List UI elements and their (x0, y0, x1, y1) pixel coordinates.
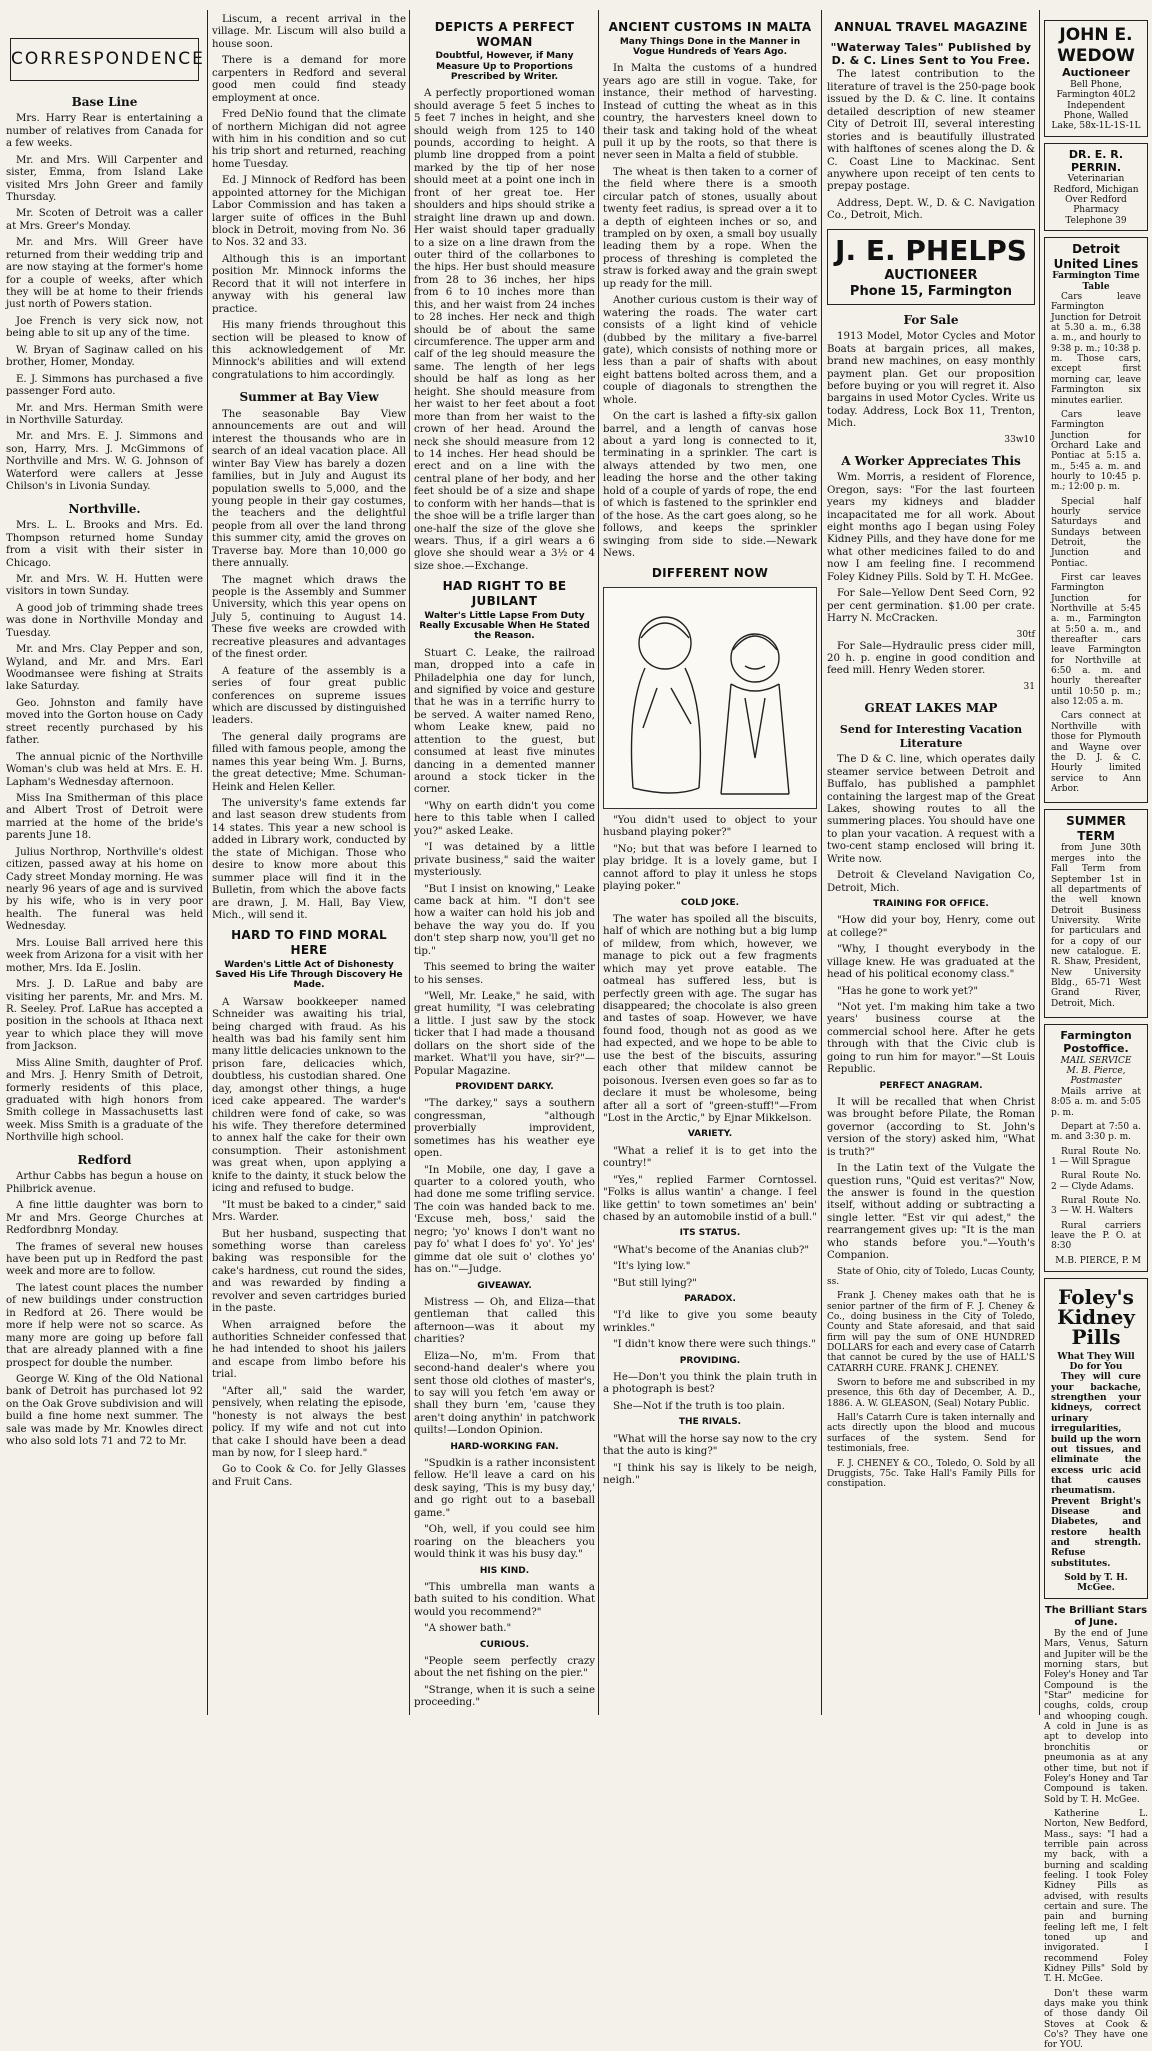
jubilant-heading: HAD RIGHT TO BE JUBILANT (442, 579, 567, 608)
worker-heading: A Worker Appreciates This (841, 453, 1021, 468)
providing-article (603, 1372, 817, 1413)
travel-article (827, 69, 1035, 222)
paragraph: This seemed to bring the waiter to his senses. (414, 962, 595, 986)
paradox-heading: PARADOX. (684, 1294, 736, 1305)
paragraph: "Well, Mr. Leake," he said, with great humility, "I was celebrating a little. I just saw by the stock ticker that I had made a thousand dollars on the short side of the market. What'll you have, sir?"—Popular Magazine. (414, 991, 595, 1077)
northville-heading: Northville. (68, 501, 141, 516)
paragraph: Mr. Scoten of Detroit was a caller at Mrs. Greer's Monday. (6, 208, 203, 232)
cartoon-illustration (603, 587, 817, 809)
kind-heading: HIS KIND. (479, 1565, 530, 1576)
paragraph: Depart at 7:50 a. m. and 3:30 p. m. (1051, 1121, 1141, 1143)
paragraph: By the end of June Mars, Venus, Saturn and Jupiter will be the morning stars, but Foley's Honey and Tar Compound is the "Star" medicine for coughs, colds, croup and whooping cough. A cold in June is as apt to develop into bronchitis or pneumonia as at any other time, but not if Foley's Honey and Tar Compound is taken. Sold by T. H. McGee. (1044, 1629, 1148, 1805)
lakes-article (827, 754, 1035, 895)
moral-article (212, 997, 406, 1490)
paragraph: A perfectly proportioned woman should average 5 feet 5 inches to 5 feet 7 inches in height, and she should weigh from 125 to 140 pounds, according to height. A plumb line dropped from a point marked by the tip of her nose should meet at a point one inch in front of her great toe. Her shoulders and hips should strike a straight line drawn up and down. Her waist should taper gradually to a size on a line drawn from the outer third of the collarbones to the hips. Her bust should measure from 28 to 36 inches, her hips from 6 to 10 inches more than this, and her waist from 24 inches to 28 inches. Her neck and thigh should be of about the same circumference. The upper arm and calf of the leg should measure the same. The length of her legs should be half as long as her height. She should measure from her waist to her feet about a foot more than from her waist to the crown of her head. Around the neck she should measure from 12 to 14 inches. Her head should be erect and on a line with the central plane of her body, and her feet should be of a size and shape to conform with her hands—that is the shoe will be a trifle larger than one-half the size of the glove she wears. Thus, if a girl wears a 6 glove she should wear a 3½ or 4 size shoe.—Exchange. (414, 88, 595, 572)
column-two (212, 14, 406, 1713)
paragraph: "It's lying low." (613, 1261, 691, 1273)
woman-subheading: Doubtful, However, if Many Measure Up to Proportions Prescribed by Writer. (435, 51, 574, 82)
paragraph: Mr. and Mrs. W. H. Hutten were visitors in town Sunday. (6, 573, 203, 598)
paragraph: Julius Northrop, Northville's oldest citizen, passed away at his home on Cady street Monday morning. He was nearly 96 years of age and is survived by his wife, who is in very poor health. The funeral was held Wednesday. (6, 846, 203, 933)
paragraph: Cars leave Farmington Junction for Detroit at 5.30 a. m., 6.38 a. m., and hourly to 9:38 p. m.; 10:38 p. m. Those cars, except first morning car, leave Farmington six minutes earlier. (1051, 292, 1141, 406)
paragraph: A good job of trimming shade trees was done in Northville Monday and Tuesday. (6, 602, 203, 639)
foley-sold: Sold by T. H. McGee. (1064, 1572, 1128, 1594)
anagram-heading: PERFECT ANAGRAM. (879, 1080, 983, 1091)
kind-article (414, 1582, 595, 1636)
summer-term-ad (1044, 809, 1148, 1018)
paragraph: His many friends throughout this section will be pleased to know of this acknowledgement of Mr. Minnock's abilities and will extend congratulations to him accordingly. (212, 320, 406, 381)
curious-article (414, 1656, 595, 1710)
paragraph: The magnet which draws the people is the Assembly and Summer University, which this year opens on July 5, continuing to August 14. These five weeks are crowded with recreative pleasures and advantages of the finest order. (212, 574, 406, 661)
paragraph: "Why, I thought everybody in the village knew. He was graduated at the head of his political economy class." (827, 944, 1035, 981)
paragraph: A feature of the assembly is a series of four great public conferences on supreme issues which are discussed by distinguished leaders. (212, 665, 406, 727)
paragraph: Liscum, a recent arrival in the village. Mr. Liscum will also build a house soon. (212, 14, 406, 50)
paragraph: A Warsaw bookkeeper named Schneider was awaiting his trial, being charged with fraud. As his health was bad his family sent him many little delicacies unknown to the prison fare, delicacies which, doubtless, his custodian shared. One day, amongst other things, a huge iced cake appeared. The warder's children were fond of cake, so was his wife. They therefore determined to annex half the cake for their own consumption. Their astonishment was great when, upon applying a knife to the dainty, it stuck below the icing and refused to budge. (212, 996, 406, 1195)
paragraph: "Oh, well, if you could see him roaring on the bleachers you would think it was his busy day." (414, 1524, 595, 1561)
paragraph: "A shower bath." (424, 1623, 512, 1635)
column-rule (1039, 10, 1040, 1715)
paragraph: W. Bryan of Saginaw called on his brother, Homer, Monday. (6, 344, 203, 369)
dul-schedule (1051, 292, 1141, 794)
paragraph: Joe French is very sick now, not being able to sit up any of the time. (6, 315, 203, 340)
paragraph: F. J. CHENEY & CO., Toledo, O. Sold by all Druggists, 75c. Take Hall's Family Pills for constipation. (827, 1458, 1035, 1490)
for-sale-heading: For Sale (903, 312, 959, 327)
paragraph: "Not yet. I'm making him take a two years' business course at the commercial school here. After he gets through with that the Civic club is going to run him for mayor."—St Louis Republic. (827, 1002, 1035, 1076)
postoffice-times (1051, 1087, 1141, 1252)
column-rule (598, 10, 599, 1715)
paragraph: But her husband, suspecting that something worse than careless baking was responsible for the cake's hardness, cut round the sides, and was rewarded by finding a revolver and seven cartridges buried in the paste. (212, 1228, 406, 1315)
status-article (603, 1245, 817, 1290)
paragraph: "What's become of the Ananias club?" (613, 1244, 810, 1256)
paragraph: Rural Route No. 2 — Clyde Adams. (1051, 1171, 1141, 1192)
base-line-heading: Base Line (71, 94, 138, 109)
rivals-heading: THE RIVALS. (678, 1417, 742, 1428)
paragraph: Mr. and Mrs. Will Greer have returned from their wedding trip and are now staying at the former's home for a couple of weeks, after which they will be at home to their friends just north of Powers station. (6, 237, 203, 311)
paragraph: On the cart is lashed a fifty-six gallon barrel, and a length of canvas hose about a yard long is connected to it, terminating in a sprinkler. The cart is always attended by two men, one leading the horse and the other taking hold of a couple of yards of rope, the end of which is fastened to the sprinkler end of the hose. As the cart goes along, so he follows, and keeps the sprinkler swinging from side to side.—Newark News. (603, 411, 817, 559)
jubilant-subheading: Walter's Little Lapse From Duty Really Excusable When He Stated the Reason. (419, 610, 590, 642)
paragraph: Arthur Cabbs has begun a house on Philbrick avenue. (6, 1171, 203, 1195)
variety-article (603, 1146, 817, 1225)
paragraph: "But I insist on knowing," Leake came back at him. "I don't see how a waiter can hold his job and behave the way you do. If you don't step sharp now, you'll get no tip." (414, 883, 595, 957)
paragraph: It will be recalled that when Christ was brought before Pilate, the Roman governor (according to St. John's version of the story) asked him, "What is truth?" (827, 1096, 1035, 1158)
paragraph: There is a demand for more carpenters in Redford and several good men could find steady employment at once. (212, 55, 406, 104)
darky-article (414, 1098, 595, 1276)
cheney-notice (827, 1267, 1035, 1490)
woman-heading: DEPICTS A PERFECT WOMAN (434, 20, 575, 49)
postoffice-master: M. B. Pierce, Postmaster (1066, 1066, 1126, 1087)
paragraph: Mr. and Mrs. Clay Pepper and son, Wyland, and Mr. and Mrs. Earl Woodmansee were fishing at Straits lake Saturday. (6, 644, 203, 693)
paragraph: The water has spoiled all the biscuits, half of which are nothing but a big lump of mildew, from which, however, we manage to pick out a few fragments which may yet prove eatable. The oatmeal has suffered less, but is perfectly green with age. The sugar has disappeared; the chocolate is also green and tastes of soap. However, we have found food, though not as good as we had expected, and we hope to be able to use the best of the biscuits, assuring each other that mildew cannot be poisonous. Iversen even goes so far as to declare it must be wholesome, being after all a sort of "green-stuff!"—From "Lost in the Arctic," by Ejnar Mikkelson. (603, 913, 817, 1124)
summer-term-text: from June 30th merges into the Fall Term from September 1st in all departments of the well known Detroit Business University. Write for particulars and for a copy of our new catalogue. E. R. Shaw, President, New University Bldg., 65-71 West Grand River, Detroit, Mich. (1051, 843, 1141, 1009)
office-article (827, 915, 1035, 1076)
phelps-role: AUCTIONEER (884, 267, 978, 283)
perrin-name: DR. E. R. PERRIN. (1068, 147, 1124, 174)
column-correspondence (6, 14, 203, 1713)
phelps-phone: Phone 15, Farmington (849, 283, 1013, 299)
moral-subheading: Warden's Little Act of Dishonesty Saved His Life Through Discovery He Made. (215, 959, 403, 991)
paragraph: Cars connect at Northville with those for Plymouth and Wayne over the D. J. & C. Hourly limited service to Ann Arbor. (1051, 711, 1141, 794)
paragraph: Mrs. Harry Rear is entertaining a number of relatives from Canada for a few weeks. (6, 113, 203, 150)
paragraph: The seasonable Bay View announcements are out and will interest the thousands who are in search of an ideal vacation place. All winter Bay View has barely a dozen families, but in July and August its population swells to 5,000, and the young people in their gay costumes, the teachers and the delightful people from all over the land throng this summer city, amid the groves on Traverse bay. More than 10,000 go there annually. (212, 408, 406, 570)
paragraph: Miss Aline Smith, daughter of Prof. and Mrs. J. Henry Smith of Detroit, formerly residents of this place, graduated with high honors from Smith college in Massachusetts last week. Miss Smith is a graduate of the Northville high school. (6, 1057, 203, 1144)
paragraph: The wheat is then taken to a corner of the field where there is a smooth circular patch of stones, usually about twenty feet radius, is spread over a it to a depth of eighteen inches or so, and trampled on by oxen, a small boy usually leading them by a rope. When the process of threshing is completed the straw is forked away and the grain swept up ready for the mill. (603, 166, 817, 290)
paragraph: The general daily programs are filled with famous people, among the names this year being Wm. J. Burns, the great detective; Mme. Schuman-Heink and Helen Keller. (212, 731, 406, 793)
paragraph: Katherine L. Norton, New Bedford, Mass., says: "I had a terrible pain across my back, with a burning and scalding feeling. I took Foley Kidney Pills as advised, with results certain and sure. The pain and burning feeling left me, I felt toned up and invigorated. I recommend Foley Kidney Pills" Sold by T. H. McGee. (1044, 1808, 1148, 1985)
foley-text: They will cure your backache, strengthen your kidneys, correct urinary irregularities, build up the worn out tissues, and eliminate the excess uric acid that causes rheumatism. Prevent Bright's Disease and Diabetes, and restore health and strength. Refuse substitutes. (1051, 1372, 1141, 1569)
paragraph: Eliza—No, m'm. From that second-hand dealer's where you sent those old clothes of master's, to say will you fetch 'em away or shall they burn 'em, 'cause they aren't doing anythin' in patchwork quilts!—London Opinion. (414, 1350, 595, 1437)
paradox-article (603, 1310, 817, 1351)
fan-heading: HARD-WORKING FAN. (450, 1441, 559, 1452)
malta-article (603, 63, 817, 560)
paragraph: Mr. and Mrs. Will Carpenter and sister, Emma, from Island Lake visited Mrs John Greer and family Thursday. (6, 154, 203, 203)
paragraph: "Why on earth didn't you come here to this table when I called you?" asked Leake. (414, 800, 595, 837)
paragraph: "In Mobile, one day, I gave a quarter to a colored youth, who had done me some trifling service. The coin was handed back to me. 'Excuse meh, boss,' said the negro; 'yo' knows I don't want no pay fo' what I does fo' yo'. Yo' jes' gimme dat ole suit o' clothes yo' has on.'"—Judge. (414, 1164, 595, 1276)
paragraph: "Spudkin is a rather inconsistent fellow. He'll leave a card on his desk saying, 'This is my busy day,' and go right out to a baseball game." (414, 1458, 595, 1519)
paragraph: The D & C. line, which operates daily steamer service between Detroit and Buffalo, has published a pamphlet containing the largest map of the Great Lakes, showing routes to all the summering places. You should have one to plan your vacation. A request with a two-cent stamp enclosed will bring it. Write now. (827, 754, 1035, 865)
redford-items (6, 1171, 203, 1448)
paragraph: "Strange, when it is such a seine proceeding." (414, 1684, 595, 1709)
phelps-name: J. E. PHELPS (835, 233, 1027, 267)
lakes-heading: GREAT LAKES MAP (864, 700, 998, 715)
perrin-location-two: Over Redford Pharmacy (1065, 195, 1127, 216)
redford-heading: Redford (77, 1152, 132, 1167)
fan-article (414, 1458, 595, 1562)
column-rule (821, 10, 822, 1715)
perrin-ad (1044, 143, 1148, 232)
paragraph: The frames of several new houses have been put up in Redford the past week and more are to follow. (6, 1241, 203, 1278)
variety-heading: VARIETY. (687, 1129, 733, 1140)
paragraph: Don't these warm days make you think of those dandy Oil Stoves at Cook & Co's? They have one for YOU. (1044, 1988, 1148, 2051)
foley-subheading: What They Will Do for You (1057, 1351, 1135, 1373)
northville-items (6, 520, 203, 1145)
paragraph: Address, Dept. W., D. & C. Navigation Co., Detroit, Mich. (827, 197, 1035, 222)
postoffice-signature: M.B. PIERCE, P. M (1055, 1255, 1141, 1266)
paragraph: "No; but that was before I learned to play bridge. It is a lovely game, but I cannot afford to play it unless he stops playing poker." (603, 843, 817, 893)
jubilant-article (414, 648, 595, 1078)
paragraph: Mrs. J. D. LaRue and baby are visiting her parents, Mr. and Mrs. M. R. Seeley. Prof. LaRue has accepted a position in the schools at Ithaca next year to which place they will move from Jackson. (6, 979, 203, 1053)
dul-subheading: Farmington Time Table (1052, 271, 1140, 292)
foley-ad (1044, 1278, 1148, 1599)
paragraph: "I think his say is likely to be neigh, neigh." (603, 1462, 817, 1486)
paragraph: "What will the horse say now to the cry that the auto is king?" (603, 1433, 817, 1458)
paragraph: "I was detained by a little private business," said the waiter mysteriously. (414, 842, 595, 879)
paragraph: Frank J. Cheney makes oath that he is senior partner of the firm of F. J. Cheney & Co., doing business in the City of Toledo, County and State aforesaid, and that said firm will pay the sum of ONE HUNDRED DOLLARS for each and every case of Catarrh that cannot be cured by the use of HALL'S CATARRH CURE. FRANK J. CHENEY. (827, 1291, 1035, 1374)
paragraph: Special half hourly service Saturdays and Sundays between Detroit, the Junction and Pontiac. (1051, 496, 1141, 569)
summer-term-heading: SUMMER TERM (1066, 814, 1126, 843)
paragraph: Mrs. L. L. Brooks and Mrs. Ed. Thompson returned home Sunday from a visit with their sister in Chicago. (6, 520, 203, 569)
foley-title: Foley's Kidney Pills (1057, 1284, 1135, 1350)
moral-heading: HARD TO FIND MORAL HERE (231, 928, 387, 957)
postoffice-heading: Farmington Postoffice. (1060, 1028, 1132, 1056)
lakes-subheading: Send for Interesting Vacation Literature (839, 723, 1023, 750)
paragraph: Mails arrive at 8:05 a. m. and 5:05 p. m. (1051, 1086, 1141, 1118)
postoffice-subheading: MAIL SERVICE (1060, 1055, 1132, 1066)
cartoon-drawing-icon (604, 588, 816, 808)
perrin-role: Veterinarian (1067, 174, 1125, 185)
office-heading: TRAINING FOR OFFICE. (873, 899, 989, 910)
paragraph: The latest count places the number of new buildings under construction in Redford at 26. There would be more if help were not so scarce. As many more are going up before fall that are already planned with a fine prospect for double the number. (6, 1282, 203, 1369)
paragraph: In the Latin text of the Vulgate the question runs, "Quid est veritas?" Now, the answer is found in the question itself, without adding or subtracting a single letter. "Est vir qui adest," the rearrangement gives up: "It is the man who stands before you."—Youth's Companion. (827, 1163, 1035, 1262)
paragraph: "I didn't know there were such things." (613, 1339, 816, 1351)
paragraph: Although this is an important position Mr. Minnock informs the Record that it will not interfere in anyway with his general law practice. (212, 253, 406, 315)
paragraph: Fred DeNio found that the climate of northern Michigan did not agree with him in his condition and so cut his trip short and returned, reaching home Tuesday. (212, 109, 406, 170)
paragraph: State of Ohio, city of Toledo, Lucas County, ss. (827, 1266, 1035, 1287)
cider-ad: For Sale—Hydraulic press cider mill, 20 h. p. engine in good condition and feed mill. Henry Weden storer. (827, 640, 1035, 677)
cartoon-heading: DIFFERENT NOW (651, 566, 769, 581)
malta-heading: ANCIENT CUSTOMS IN MALTA (608, 20, 812, 34)
corn-code: 30tf (1016, 629, 1035, 640)
correspondence-banner: CORRESPONDENCE (10, 38, 199, 81)
paragraph: The university's fame extends far and last season drew students from 14 states. This year a new school is added in Library work, conducted by the state of Michigan. Those who desire to know more about this summer place will find it in the Bulletin, from which the above facts are drawn, J. M. Hall, Bay View, Mich., will send it. (212, 798, 406, 921)
paragraph: Mr. and Mrs. E. J. Simmons and son, Harry, Mrs. J. McGimmons of Northville and Mrs. W. G. Johnson of Waterford were callers at Jesse Chilson's in Livonia Sunday. (6, 431, 203, 493)
paragraph: "But still lying?" (613, 1277, 697, 1289)
corn-ad: For Sale—Yellow Dent Seed Corn, 92 per cent germination. $1.00 per crate. Harry N. McCracken. (827, 588, 1035, 625)
column-rule (207, 10, 208, 1715)
dul-timetable (1044, 237, 1148, 803)
woman-article (414, 88, 595, 573)
wedow-ad (1044, 20, 1148, 137)
rivals-article (603, 1434, 817, 1488)
paragraph: George W. King of the Old National bank of Detroit has purchased lot 92 on the Oak Grove subdivision and will build a fine home next summer. The sale was made by Mr. Knowles direct who also sold lots 71 and 72 to Mr. (6, 1373, 203, 1448)
paragraph: Detroit & Cleveland Navigation Co, Detroit, Mich. (827, 870, 1035, 894)
paragraph: "It must be baked to a cinder," said Mrs. Warder. (212, 1199, 406, 1224)
paragraph: Rural Route No. 3 — W. H. Walters (1051, 1195, 1141, 1217)
cold-heading: COLD JOKE. (680, 897, 740, 908)
curious-heading: CURIOUS. (479, 1639, 530, 1650)
travel-heading: ANNUAL TRAVEL MAGAZINE (834, 20, 1028, 34)
bay-view-article (212, 409, 406, 923)
providing-heading: PROVIDING. (679, 1355, 741, 1366)
paragraph: "After all," said the warder, pensively, when relating the episode, "honesty is not always the best policy. If my wife and not cut into that cake I should have been a dead man by now, for I sleep hard." (212, 1385, 406, 1459)
phelps-ad (827, 229, 1035, 305)
giveaway-article (414, 1297, 595, 1438)
paragraph: The latest contribution to the literature of travel is the 250-page book issued by the D. & C. line. It contains detailed description of new steamer City of Detroit III, several interesting stories and is beautifully illustrated with halftones of scenes along the D. & C. Coast Line to Mackinac. Sent anywhere upon receipt of ten cents to prepay postage. (827, 69, 1035, 193)
paragraph: E. J. Simmons has purchased a five passenger Ford auto. (6, 373, 203, 398)
paragraph: "You didn't used to object to your husband playing poker?" (603, 815, 817, 839)
dul-heading: Detroit United Lines (1053, 242, 1139, 271)
paragraph: Mistress — Oh, and Eliza—that gentleman that called this afternoon—was it about my charities? (414, 1296, 595, 1346)
darky-heading: PROVIDENT DARKY. (455, 1082, 554, 1093)
status-heading: ITS STATUS. (679, 1228, 741, 1239)
travel-subheading: "Waterway Tales" Published by D. & C. Lines Sent to You Free. (830, 40, 1032, 68)
paragraph: Mr. and Mrs. Herman Smith were in Northville Saturday. (6, 402, 203, 426)
paragraph: Geo. Johnston and family have moved into the Gorton house on Cady street recently purchased by his father. (6, 697, 203, 747)
paragraph: "What a relief it is to get into the country!" (603, 1145, 817, 1170)
perrin-phone: Telephone 39 (1065, 215, 1127, 226)
paragraph: Sworn to before me and subscribed in my presence, this 6th day of December, A. D., 1886. A. W. GLEASON, (Seal) Notary Public. (827, 1378, 1035, 1409)
paragraph: Mrs. Louise Ball arrived here this week from Arizona for a visit with her mother, Mrs. Ida E. Joslin. (6, 937, 203, 974)
perrin-location: Redford, Michigan (1053, 184, 1139, 195)
for-sale-text: 1913 Model, Motor Cycles and Motor Boats at bargain prices, all makes, brand new machines, on easy monthly payment plan. Get our proposition before buying or you will regret it. Also bargains in used Motor Cycles. Write us today. Address, Lock Box 11, Trenton, Mich. (827, 331, 1035, 430)
paragraph: Ed. J Minnock of Redford has been appointed attorney for the Michigan Labor Commission and has taken a larger suite of offices in the Buhl block in Detroit, moving from No. 36 to Nos. 32 and 33. (212, 175, 406, 249)
cartoon-caption (603, 815, 817, 894)
anagram-article (827, 1097, 1035, 1263)
malta-subheading: Many Things Done in the Manner in Vogue Hundreds of Years Ago. (619, 36, 801, 57)
worker-text: Wm. Morris, a resident of Florence, Oregon, says: "For the last fourteen years my kidneys and bladder incapacitated me for all work. About eight months ago I began using Foley Kidney Pills, and they have done for me what other medicines failed to do and now I am feeling fine. I recommend Foley Kidney Pills. Sold by T. H. McGee. (827, 472, 1035, 583)
paragraph: Another curious custom is their way of watering the roads. The water cart consists of a light kind of vehicle (dubbed by the military a five-barrel gate), which consists of nothing more or less than a pair of shafts with about eight battens bolted across them, and a couple of diagonals to strengthen the whole. (603, 295, 817, 406)
paragraph: When arraigned before the authorities Schneider confessed that he had intended to shoot his jailers and escape from limbo before his trial. (212, 1319, 406, 1381)
paragraph: Hall's Catarrh Cure is taken internally and acts directly upon the blood and mucous surfaces of the system. Send for testimonials, free. (827, 1413, 1035, 1455)
base-line-items (6, 113, 203, 493)
paragraph: Rural carriers leave the P. O. at 8:30 (1051, 1220, 1141, 1252)
paragraph: She—Not if the truth is too plain. (613, 1400, 785, 1412)
paragraph: "This umbrella man wants a bath suited to his condition. What would you recommend?" (414, 1581, 595, 1618)
paragraph: "The darkey," says a southern congressman, "although proverbially improvident, sometimes has his weather eye open. (414, 1098, 595, 1160)
bay-view-heading: Summer at Bay View (239, 390, 379, 405)
stars-article (1044, 1629, 1148, 2051)
paragraph: Rural Route No. 1 — Will Sprague (1051, 1146, 1141, 1167)
redford-continued (212, 14, 406, 382)
paragraph: He—Don't you think the plain truth in a photograph is best? (603, 1372, 817, 1396)
wedow-role: Auctioneer (1062, 66, 1130, 80)
wedow-phone-two: Independent Phone, Walled Lake, 58x-1L-1S-1L (1051, 100, 1141, 132)
paragraph: Stuart C. Leake, the railroad man, dropped into a cafe in Philadelphia one day for lunch, and signified by voice and gesture that he was in a terrific hurry to be served. A waiter named Reno, whom Leake knew, paid no attention to the guest, but consumed at least five minutes dancing in a demented manner around a stock ticker in the corner. (414, 647, 595, 796)
paragraph: Miss Ina Smitherman of this place and Albert Trost of Detroit were married at the home of the bride's parents June 18. (6, 792, 203, 842)
cold-article (603, 914, 817, 1125)
column-four (603, 14, 817, 1713)
paragraph: In Malta the customs of a hundred years ago are still in vogue. Take, for instance, their method of harvesting. Instead of cutting the wheat as in this country, the harvesters kneel down to their task and taking hold of the wheat pull it up by the roots, so that there is never seen in Malta a field of stubble. (603, 63, 817, 162)
paragraph: The annual picnic of the Northville Woman's club was held at Mrs. E. H. Lapham's Wednesday afternoon. (6, 751, 203, 788)
cider-code: 31 (1023, 681, 1035, 692)
giveaway-heading: GIVEAWAY. (477, 1280, 532, 1291)
wedow-phone: Bell Phone, Farmington 40L2 (1056, 79, 1136, 101)
paragraph: "Has he gone to work yet?" (837, 985, 979, 997)
paragraph: Cars leave Farmington Junction for Orchard Lake and Pontiac at 5:15 a. m., 5:45 a. m. and hourly to 10:45 p. m.; 12:00 p. m. (1051, 409, 1141, 493)
paragraph: "I'd like to give you some beauty wrinkles." (603, 1310, 817, 1334)
paragraph: Go to Cook & Co. for Jelly Glasses and Fruit Cans. (212, 1464, 406, 1488)
postoffice-box (1044, 1024, 1148, 1272)
paragraph: "Yes," replied Farmer Corntossel. "Folks is allus wantin' a change. I feel like gettin' to town sometimes an' bein' chased by an automobile instid of a bull." (603, 1174, 817, 1223)
wedow-name: JOHN E. WEDOW (1057, 25, 1135, 66)
paragraph: "How did your boy, Henry, come out at college?" (827, 915, 1035, 939)
column-three (414, 14, 595, 1713)
column-six (1044, 14, 1148, 2051)
for-sale-code: 33w10 (1004, 434, 1035, 445)
paragraph: "People seem perfectly crazy about the net fishing on the pier." (414, 1655, 595, 1680)
column-rule (409, 10, 410, 1715)
paragraph: A fine little daughter was born to Mr and Mrs. George Churches at Redfordbnrg Monday. (6, 1200, 203, 1237)
paragraph: First car leaves Farmington Junction for Northville at 5:45 a. m., Farmington at 5:50 a. m., and thereafter cars leave Farmington for Northville at 6:50 a. m. and hourly thereafter until 10:50 p. m.; also 12:05 a. m. (1051, 573, 1141, 708)
stars-heading: The Brilliant Stars of June. (1044, 1604, 1148, 1628)
column-five (827, 14, 1035, 1713)
